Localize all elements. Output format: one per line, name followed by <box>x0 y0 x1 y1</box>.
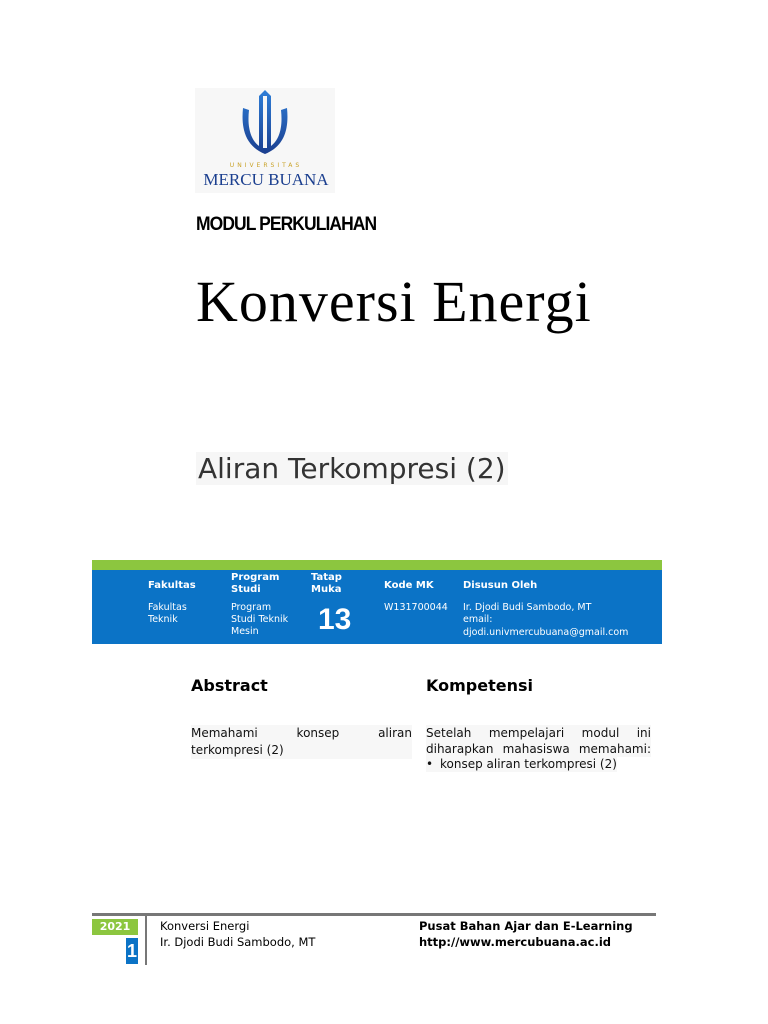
abstract-heading: Abstract <box>191 676 268 695</box>
footer-author: Ir. Djodi Budi Sambodo, MT <box>160 935 316 949</box>
value-email: djodi.univmercubuana@gmail.com <box>463 627 629 638</box>
logo-emblem-icon <box>195 88 335 168</box>
kompetensi-line-1: Setelah mempelajari modul ini <box>426 726 651 740</box>
kompetensi-text <box>426 725 651 757</box>
footer-vertical-divider <box>145 915 147 965</box>
footer-year-badge: 2021 <box>92 919 138 935</box>
header-fakultas: Fakultas <box>148 580 196 591</box>
header-disusun: Disusun Oleh <box>463 580 538 591</box>
kompetensi-bullet-text: konsep aliran terkompresi (2) <box>440 757 617 771</box>
page-subtitle: Aliran Terkompresi (2) <box>198 452 506 485</box>
footer-page-number: 1 <box>126 938 138 964</box>
footer-divider <box>92 913 656 916</box>
footer-center: Pusat Bahan Ajar dan E-Learning <box>419 919 633 933</box>
info-band <box>92 570 662 644</box>
header-program: Program Studi <box>231 572 280 595</box>
value-program: Program Studi Teknik Mesin <box>231 602 289 637</box>
logo-small-text: UNIVERSITAS <box>229 162 303 169</box>
footer-course: Konversi Energi <box>160 919 250 933</box>
abstract-text <box>191 725 412 759</box>
abstract-line-1: Memahami konsep aliran <box>191 726 412 740</box>
value-email-label: email: <box>463 614 493 625</box>
header-tatap: Tatap Muka <box>311 572 342 595</box>
module-label: MODUL PERKULIAHAN <box>196 214 377 235</box>
kompetensi-heading: Kompetensi <box>426 676 533 695</box>
kompetensi-line-2: diharapkan mahasiswa memahami: <box>426 742 651 756</box>
info-band-accent <box>92 560 662 570</box>
value-tatap: 13 <box>318 603 352 636</box>
header-kode: Kode MK <box>384 580 434 591</box>
logo-name: MERCU BUANA <box>203 170 329 189</box>
value-fakultas: Fakultas Teknik <box>148 602 187 625</box>
kompetensi-bullet-item <box>426 756 617 772</box>
abstract-line-2: terkompresi (2) <box>191 743 284 757</box>
page-title: Konversi Energi <box>196 269 592 334</box>
value-author: Ir. Djodi Budi Sambodo, MT <box>463 602 592 613</box>
bullet-icon: • <box>426 757 434 771</box>
footer-url[interactable]: http://www.mercubuana.ac.id <box>419 935 611 949</box>
value-kode: W131700044 <box>384 602 448 613</box>
university-logo <box>195 88 335 193</box>
